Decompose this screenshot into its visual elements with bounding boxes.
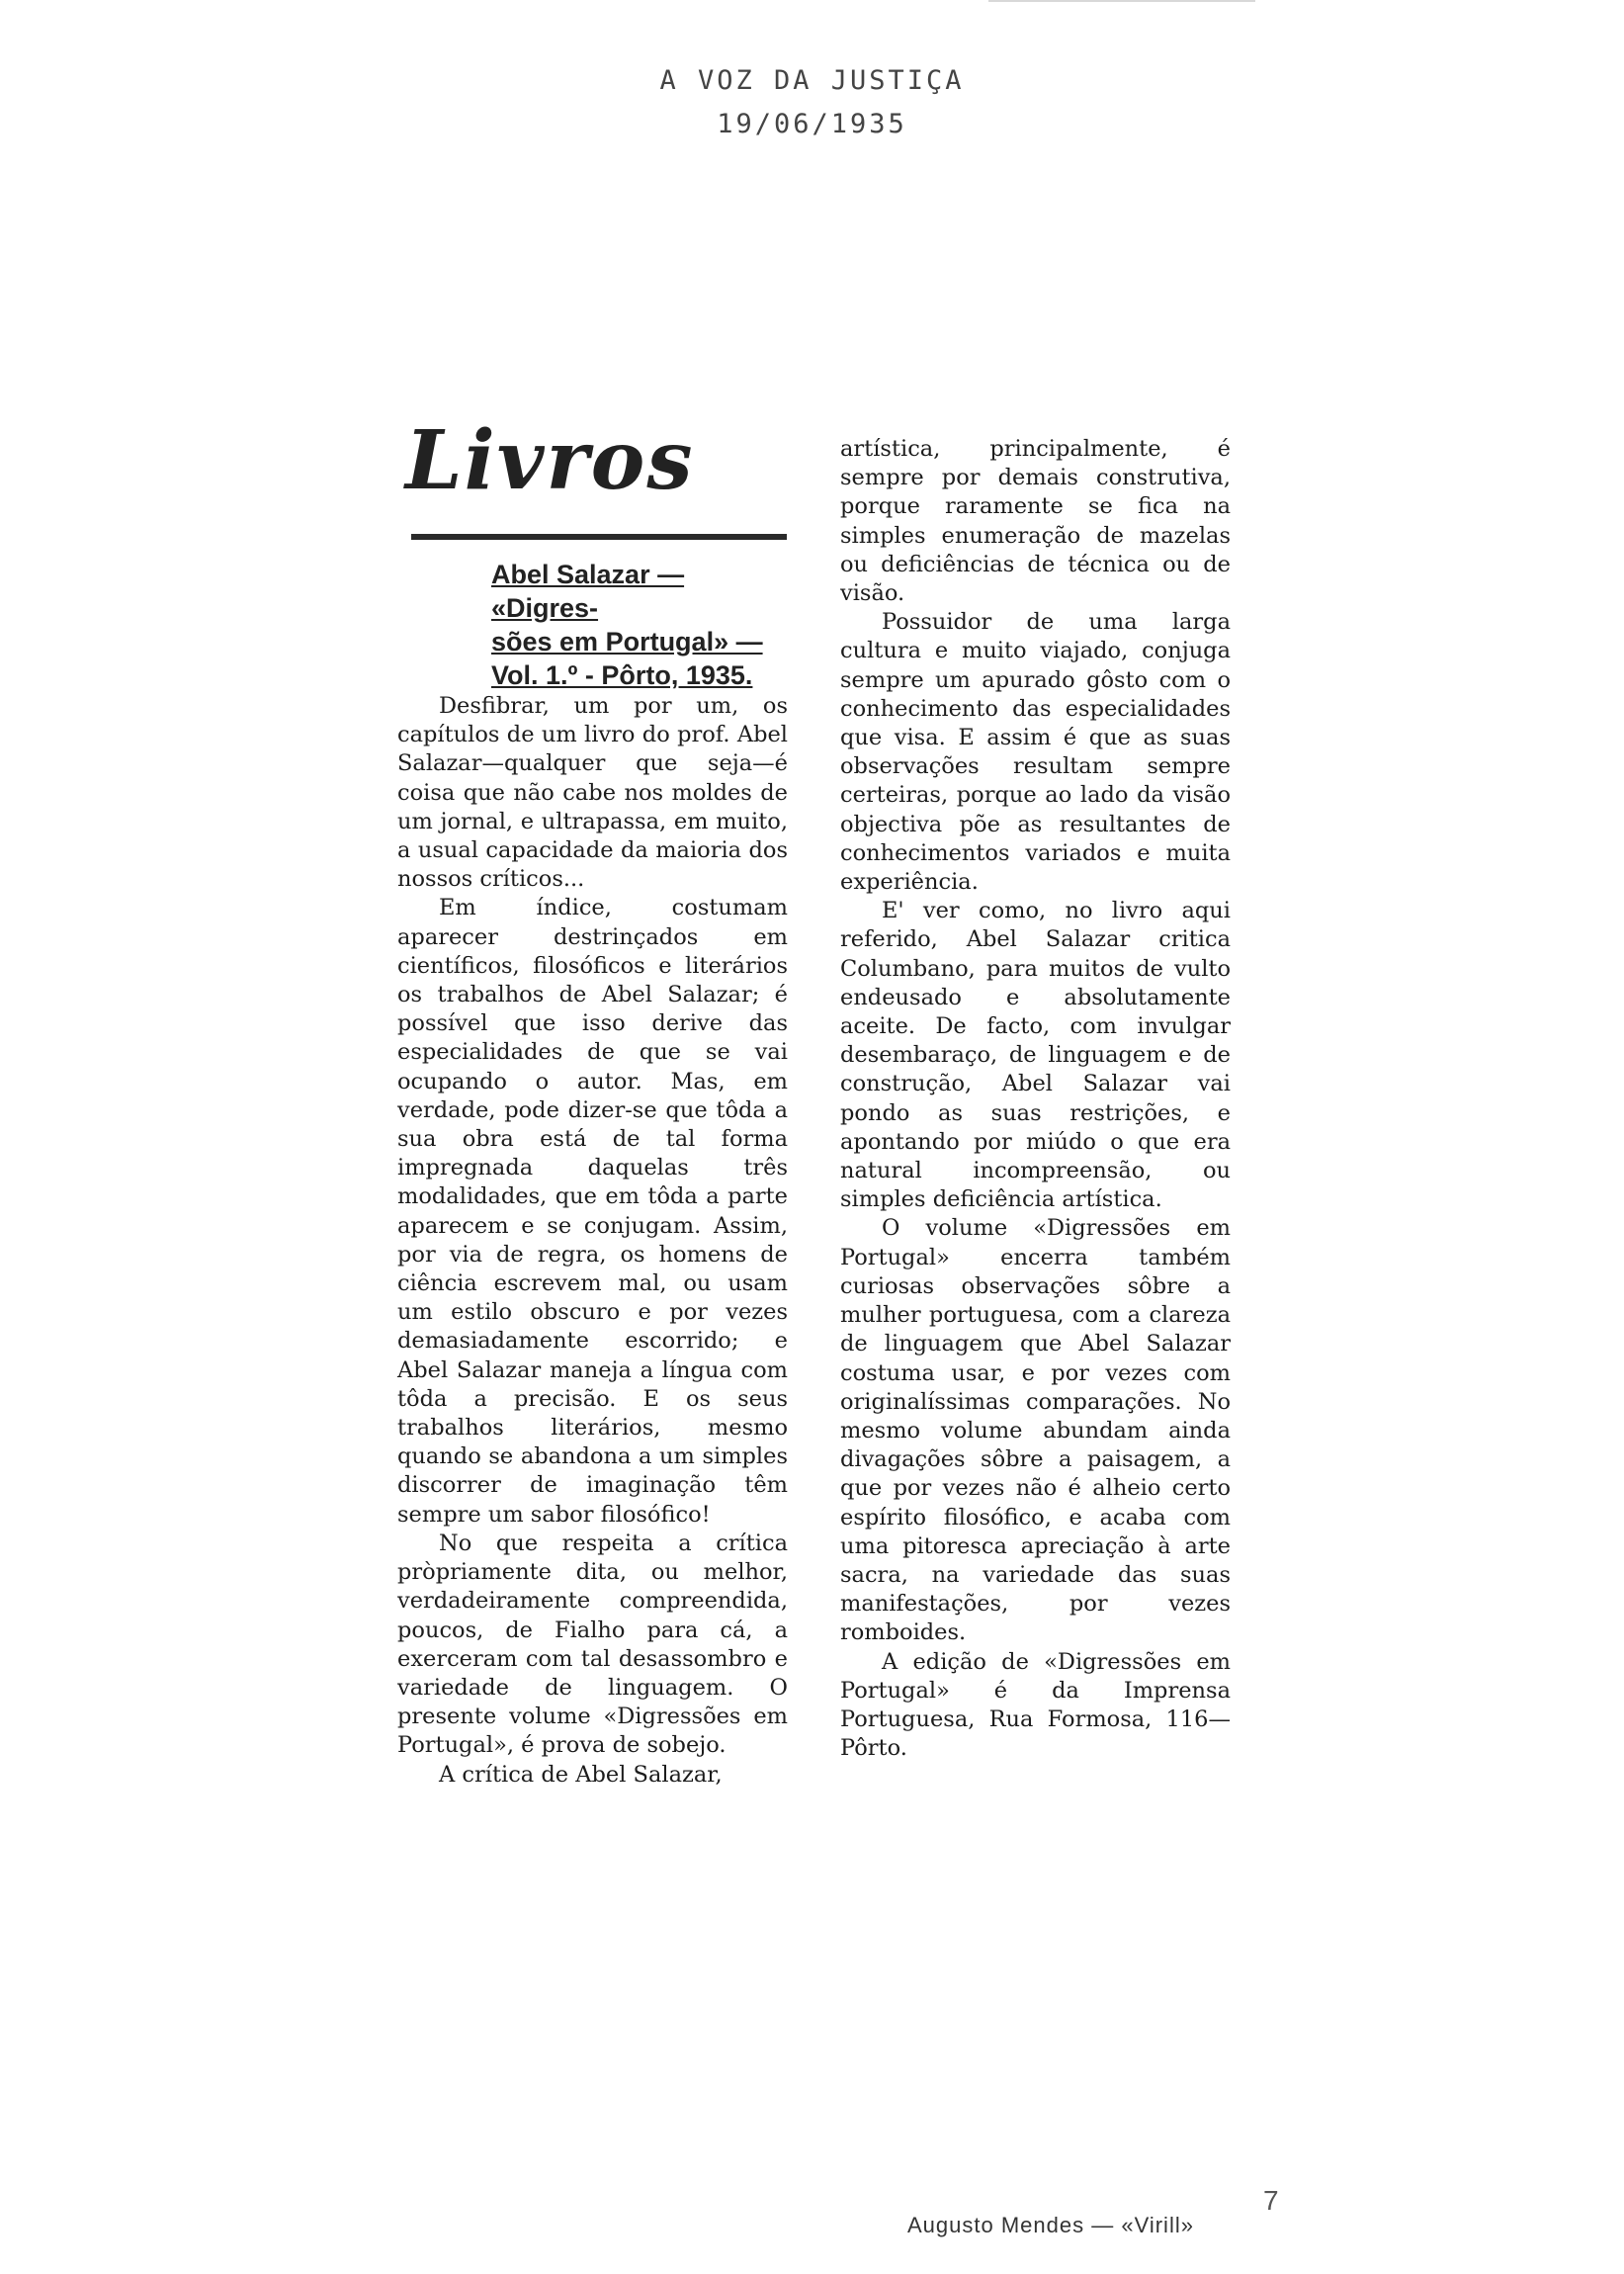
paragraph: No que respeita a crítica pròpriamente dita, ou melhor, verdadeiramente compreendida, poucos, de Fialho para cá, a exerceram com tal desassombro e variedade de linguagem. O presente volume «Digressões em Portugal», é prova de sobejo.: [397, 1530, 788, 1759]
paragraph: artística, principalmente, é sempre por demais construtiva, porque raramente se fica na simples enumeração de mazelas ou deficiências de técnica ou de visão.: [840, 436, 1231, 607]
paragraph: Desfibrar, um por um, os capítulos de um livro do prof. Abel Salazar—qualquer que seja—é coisa que não cabe nos moldes de um jornal, e ultrapassa, em muito, a usual capacidade da maioria dos nossos críticos...: [397, 693, 788, 893]
subtitle-line: sões em Portugal» —: [491, 627, 763, 656]
paragraph: A edição de «Digressões em Portugal» é da Imprensa Portuguesa, Rua Formosa, 116—Pôrto.: [840, 1648, 1231, 1762]
subtitle-line: Abel Salazar — «Digres-: [491, 560, 685, 623]
section-title: Livros: [405, 413, 695, 508]
paragraph: A crítica de Abel Salazar,: [439, 1761, 723, 1788]
paragraph: O volume «Digressões em Portugal» encerra também curiosas observações sôbre a mulher portuguesa, com a clareza de linguagem que Abel Salazar costuma usar, e por vezes com originalíssimas comparações. No mesmo volume abundam ainda divagações sôbre a paisagem, a que por vezes não é alheio certo espírito filosófico, e acaba com uma pitoresca apreciação à arte sacra, na variedade das suas manifestações, por vezes romboides.: [840, 1215, 1231, 1646]
article-column-1: [397, 692, 788, 1790]
publication-name: A VOZ DA JUSTIÇA: [659, 65, 965, 96]
paragraph: E' ver como, no livro aqui referido, Abel Salazar critica Columbano, para muitos de vulto endeusado e absolutamente aceite. De facto, com invulgar desembaraço, de linguagem e de construção, Abel Salazar vai pondo as suas restrições, e apontando por miúdo o que era natural incompreensão, ou simples deficiência artística.: [840, 898, 1231, 1213]
author-signature: Augusto Mendes — «Virill»: [907, 2213, 1194, 2237]
paragraph: Possuidor de uma larga cultura e muito viajado, conjuga sempre um apurado gôsto com o conhecimento das especialidades que visa. E assim é que as suas observações resultam sempre certeiras, porque ao lado da visão objectiva põe as resultantes de conhecimentos variados e muita experiência.: [840, 609, 1231, 896]
paragraph: Em índice, costumam aparecer destrinçados em científicos, filosóficos e literários os trabalhos de Abel Salazar; é possível que isso derive das especialidades de que se vai ocupando o autor. Mas, em verdade, pode dizer-se que tôda a sua obra está de tal forma impregnada daquelas três modalidades, que em tôda a parte aparecem e se conjugam. Assim, por via de regra, os homens de ciência escrevem mal, ou usam um estilo obscuro e por vezes demasiadamente escorrido; e Abel Salazar maneja a língua com tôda a precisão. E os seus trabalhos literários, mesmo quando se abandona a um simples discorrer de imaginação têm sempre um sabor filosófico!: [397, 895, 788, 1528]
title-rule: [411, 534, 787, 540]
subtitle-line: Vol. 1.º - Pôrto, 1935.: [491, 660, 753, 690]
article-subtitle: [491, 558, 798, 692]
publication-date: 19/06/1935: [717, 109, 907, 139]
page-number: 7: [1263, 2185, 1279, 2216]
article-column-2: [840, 435, 1231, 1763]
top-border-line: [988, 0, 1255, 2]
